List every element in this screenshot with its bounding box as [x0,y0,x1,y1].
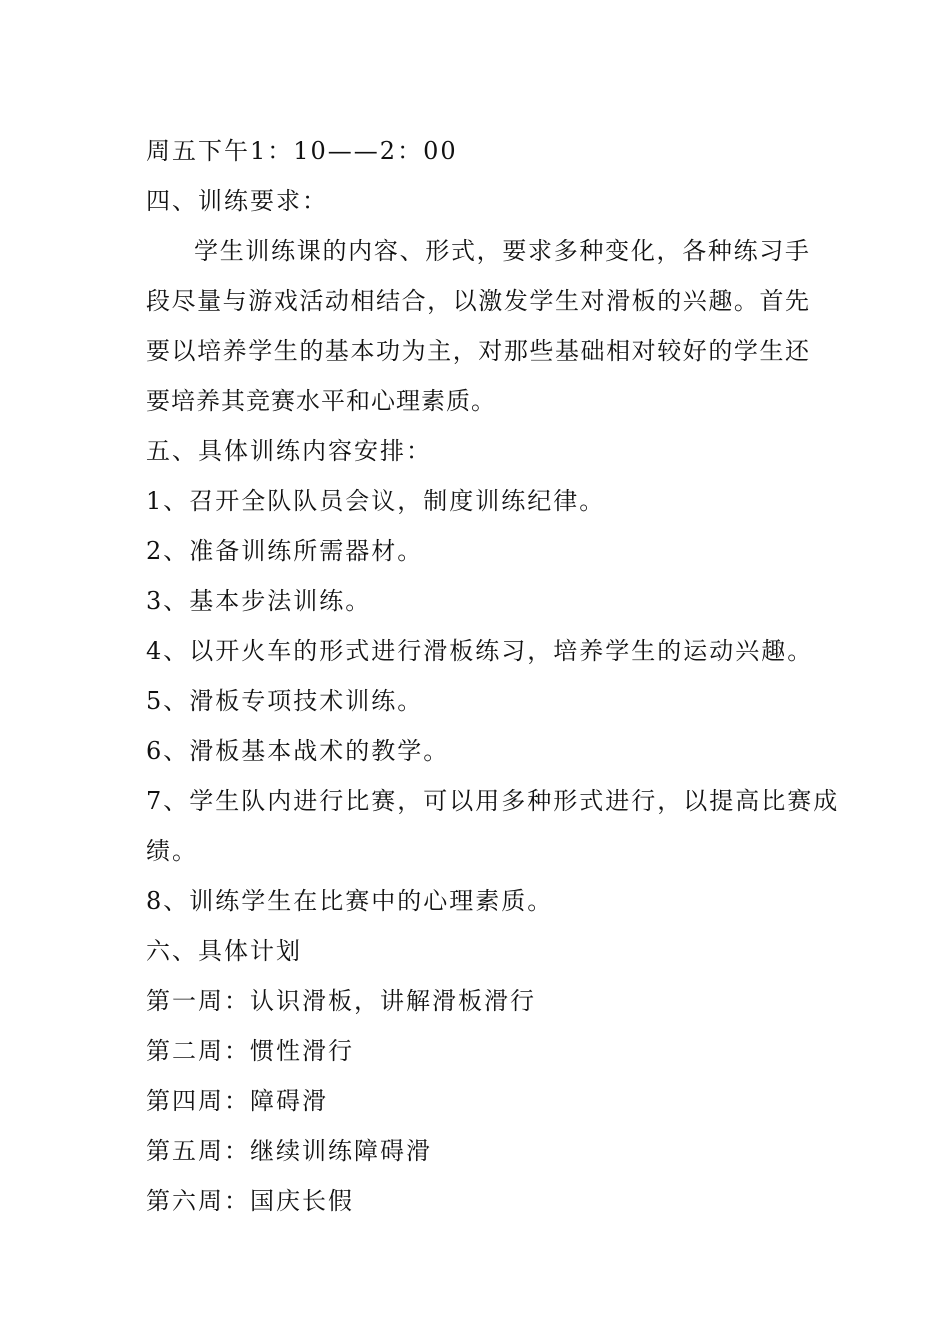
list-item-1: 1、召开全队队员会议，制度训练纪律。 [146,487,606,515]
week-plan-1: 第一周：认识滑板，讲解滑板滑行 [146,987,536,1015]
section-5-heading: 五、具体训练内容安排： [146,437,432,465]
document-body [146,126,840,1226]
week-plan-6: 第六周：国庆长假 [146,1187,354,1215]
week-plan-2: 第二周：惯性滑行 [146,1037,354,1065]
week-plan-5: 第五周：继续训练障碍滑 [146,1137,432,1165]
week-plan-4: 第四周：障碍滑 [146,1087,328,1115]
section-6-heading: 六、具体计划 [146,937,302,965]
list-item-5: 5、滑板专项技术训练。 [146,687,424,715]
schedule-time-line: 周五下午1：10——2：00 [146,137,458,165]
list-item-2: 2、准备训练所需器材。 [146,537,424,565]
list-item-7-line-2: 绩。 [146,837,198,865]
section-4-heading: 四、训练要求： [146,187,328,215]
list-item-4: 4、以开火车的形式进行滑板练习，培养学生的运动兴趣。 [146,637,814,665]
training-requirements-paragraph: 学生训练课的内容、形式，要求多种变化，各种练习手段尽量与游戏活动相结合，以激发学生对滑板的兴趣。首先要以培养学生的基本功为主，对那些基础相对较好的学生还要培养其竞赛水平和心理素质。 [146,237,810,415]
list-item-7-line-1: 7、学生队内进行比赛，可以用多种形式进行，以提高比赛成 [146,787,840,815]
list-item-6: 6、滑板基本战术的教学。 [146,737,450,765]
list-item-3: 3、基本步法训练。 [146,587,372,615]
list-item-8: 8、训练学生在比赛中的心理素质。 [146,887,554,915]
